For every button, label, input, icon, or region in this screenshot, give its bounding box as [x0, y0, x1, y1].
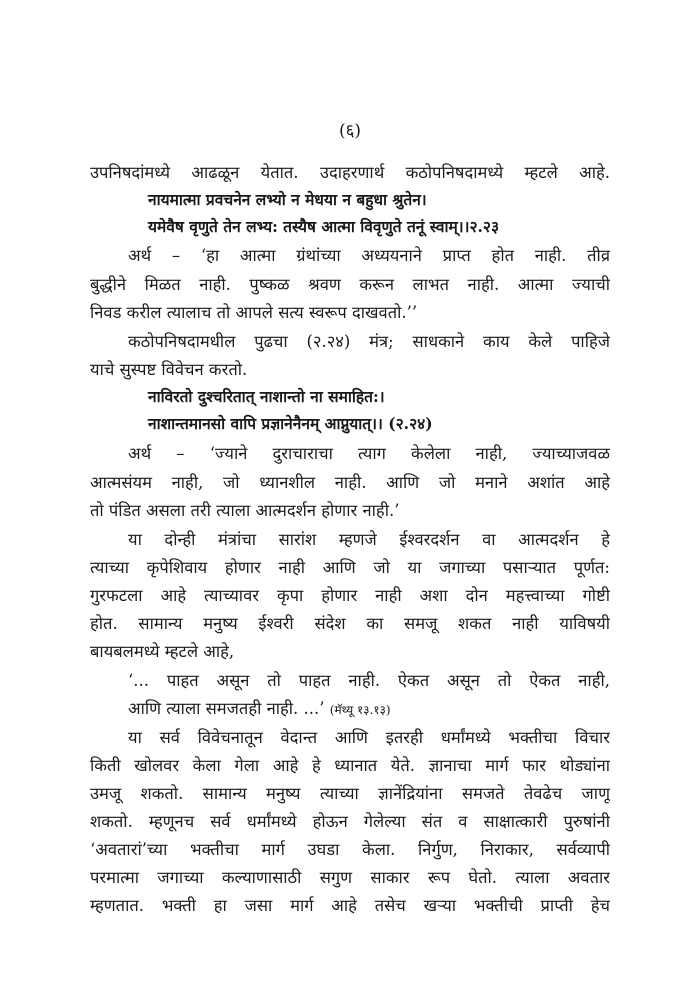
text-line: शकतो. म्हणूनच सर्व धर्मांमध्ये होऊन गेलेल्या संत व साक्षात्कारी पुरुषांनी — [90, 812, 610, 831]
text-line: परमात्मा जगाच्या कल्याणासाठी सगुण साकार रूप घेतो. त्याला अवतार — [90, 868, 610, 887]
text-line: गुरफटला आहे त्याच्यावर कृपा होणार नाही अशा दोन महत्त्वाच्या गोष्टी — [90, 586, 610, 605]
sanskrit-verse-line: नायमात्मा प्रवचनेन लभ्यो न मेधया न बहुधा श्रुतेन। — [148, 190, 427, 209]
sanskrit-verse-line: यमेवैष वृणुते तेन लभ्य: तस्यैष आत्मा विवृणुते तनूं स्वाम्।।२.२३ — [148, 217, 500, 236]
text-line: अर्थ – ‘ज्याने दुराचाराचा त्याग केलेला नाही, ज्याच्याजवळ — [128, 444, 610, 463]
text-line: बुद्धीने मिळत नाही. पुष्कळ श्रवण करून लाभत नाही. आत्मा ज्याची — [90, 275, 610, 294]
text-line: म्हणतात. भक्ती हा जसा मार्ग आहे तसेच खऱ्या भक्तीची प्राप्ती हेच — [90, 896, 610, 915]
text-line: उमजू शकतो. सामान्य मनुष्य त्याच्या ज्ञानेंद्रियांना समजते तेवढेच जाणू — [90, 784, 610, 803]
text-line: कठोपनिषदामधील पुढचा (२.२४) मंत्र; साधकाने काय केले पाहिजे — [128, 332, 610, 351]
sanskrit-verse-line: नाशान्तमानसो वापि प्रज्ञानेनैनम् आप्नुयात्।। (२.२४) — [148, 414, 433, 433]
quote-line — [128, 696, 610, 719]
text-line: याचे सुस्पष्ट विवेचन करतो. — [90, 360, 248, 379]
page-number: (६) — [338, 121, 362, 141]
text-line: निवड करील त्यालाच तो आपले सत्य स्वरूप दाखवतो.’’ — [90, 303, 418, 322]
citation: (मॅथ्यू १३.१३) — [329, 703, 391, 717]
text-line: आत्मसंयम नाही, जो ध्यानशील नाही. आणि जो मनाने अशांत आहे — [90, 473, 610, 492]
text-line: तो पंडित असला तरी त्याला आत्मदर्शन होणार नाही.’ — [90, 501, 400, 520]
text-line: किती खोलवर केला गेला आहे हे ध्यानात येते. ज्ञानाचा मार्ग फार थोड्यांना — [90, 756, 610, 775]
text-line: या सर्व विवेचनातून वेदान्त आणि इतरही धर्मांमध्ये भक्तीचा विचार — [128, 728, 610, 747]
text-line: बायबलमध्ये म्हटले आहे, — [90, 642, 235, 661]
text-line: त्याच्या कृपेशिवाय होणार नाही आणि जो या जगाच्या पसाऱ्यात पूर्णत: — [90, 558, 610, 577]
sanskrit-verse-line: नाविरतो दुश्चरितात् नाशान्तो ना समाहित:। — [148, 387, 385, 406]
quote-line: ‘... पाहत असून तो पाहत नाही. ऐकत असून तो ऐकत नाही, — [128, 671, 610, 690]
text-line: होत. सामान्य मनुष्य ईश्वरी संदेश का समजू शकत नाही याविषयी — [90, 614, 610, 633]
quote-text: आणि त्याला समजतही नाही. ...’ — [128, 699, 325, 718]
text-line: अर्थ – ‘हा आत्मा ग्रंथांच्या अध्ययनाने प्राप्त होत नाही. तीव्र — [128, 246, 610, 265]
text-line: उपनिषदांमध्ये आढळून येतात. उदाहरणार्थ कठोपनिषदामध्ये म्हटले आहे. — [90, 163, 610, 182]
text-line: या दोन्ही मंत्रांचा सारांश म्हणजे ईश्वरदर्शन वा आत्मदर्शन हे — [128, 530, 610, 549]
text-line: ‘अवतारां’च्या भक्तीचा मार्ग उघडा केला. निर्गुण, निराकार, सर्वव्यापी — [90, 840, 610, 859]
